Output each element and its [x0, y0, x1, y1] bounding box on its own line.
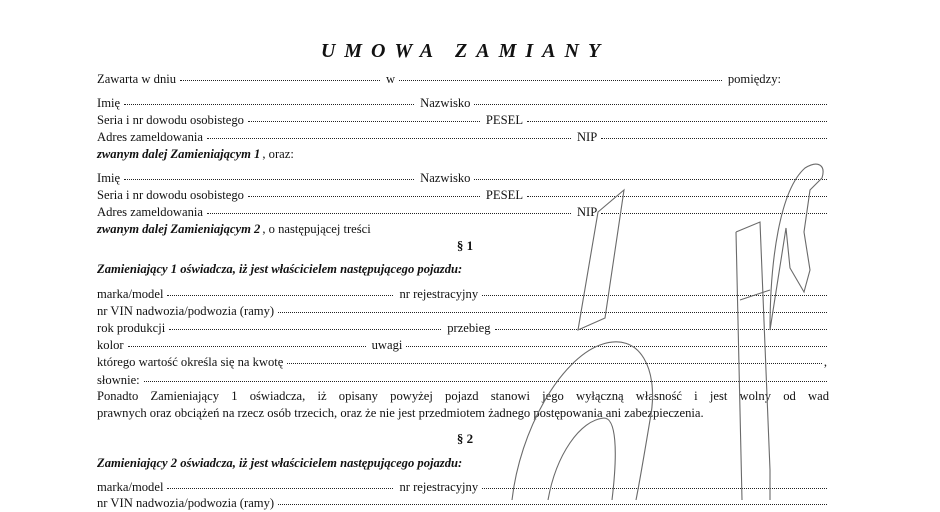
- intro-zawarta-label: Zawarta w dniu: [97, 72, 177, 86]
- party2-closing-italic: zwanym dalej Zamieniającym 2: [97, 222, 261, 236]
- party1-adres-label: Adres zameldowania: [97, 130, 203, 144]
- party1-closing-rest: , oraz:: [262, 147, 294, 161]
- watermark-outline: [512, 164, 823, 500]
- section1-statement: Zamieniający 1 oświadcza, iż jest właścicielem następującego pojazdu:: [97, 262, 463, 276]
- party2-adres-label: Adres zameldowania: [97, 205, 203, 219]
- party2-seria-label: Seria i nr dowodu osobistego: [97, 188, 244, 202]
- party1-pesel-label: PESEL: [485, 113, 524, 127]
- party2-nazwisko-label: Nazwisko: [420, 171, 471, 185]
- s2-vin-label: nr VIN nadwozia/podwozia (ramy): [97, 496, 275, 510]
- party1-closing-italic: zwanym dalej Zamieniającym 1: [97, 147, 261, 161]
- intro-w-label: w: [386, 72, 396, 86]
- s1-paragraph-line1: Ponadto Zamieniający 1 oświadcza, iż opisany powyżej pojazd stanowi jego wyłączną własność i jest wolny od wad: [97, 389, 829, 403]
- watermark-stroke-bowl-outer: [512, 342, 653, 500]
- watermark-stroke-f-bar: [740, 290, 770, 300]
- s1-marka-label: marka/model: [97, 287, 164, 301]
- s2-marka-label: marka/model: [97, 480, 164, 494]
- party2-closing-rest: , o następującej treści: [262, 222, 371, 236]
- s1-uwagi-label: uwagi: [371, 338, 403, 352]
- watermark-stroke-f-head: [770, 164, 823, 330]
- s1-paragraph-line2: prawnych oraz obciążeń na rzecz osób trzecich, oraz że nie jest przedmiotem żadnego postępowania ani zabezpieczenia.: [97, 406, 704, 420]
- party1-seria-label: Seria i nr dowodu osobistego: [97, 113, 244, 127]
- s1-kolor-label: kolor: [97, 338, 124, 352]
- s1-nrrej-label: nr rejestracyjny: [399, 287, 479, 301]
- s1-slownie-label: słownie:: [97, 373, 140, 387]
- s1-wartosc-comma: ,: [823, 355, 827, 369]
- party2-imie-label: Imię: [97, 171, 121, 185]
- document-title: UMOWA ZAMIANY: [320, 40, 610, 62]
- watermark-stroke-1: [578, 190, 624, 330]
- party2-nip-label: NIP: [576, 205, 598, 219]
- intro-pomiedzy-label: pomiędzy:: [727, 72, 781, 86]
- section1-heading: § 1: [456, 238, 474, 253]
- watermark-stroke-f-stem: [736, 222, 770, 500]
- s1-przebieg-label: przebieg: [447, 321, 491, 335]
- party1-nazwisko-label: Nazwisko: [420, 96, 471, 110]
- s1-wartosc-label: którego wartość określa się na kwotę: [97, 355, 284, 369]
- s2-nrrej-label: nr rejestracyjny: [399, 480, 479, 494]
- section2-heading: § 2: [456, 431, 474, 446]
- section2-statement: Zamieniający 2 oświadcza, iż jest właścicielem następującego pojazdu:: [97, 456, 463, 470]
- watermark-stroke-bowl-inner: [548, 418, 615, 500]
- s1-rok-label: rok produkcji: [97, 321, 166, 335]
- party2-pesel-label: PESEL: [485, 188, 524, 202]
- s2-vin-field[interactable]: [278, 504, 827, 505]
- party1-imie-label: Imię: [97, 96, 121, 110]
- s1-vin-label: nr VIN nadwozia/podwozia (ramy): [97, 304, 275, 318]
- party1-nip-label: NIP: [576, 130, 598, 144]
